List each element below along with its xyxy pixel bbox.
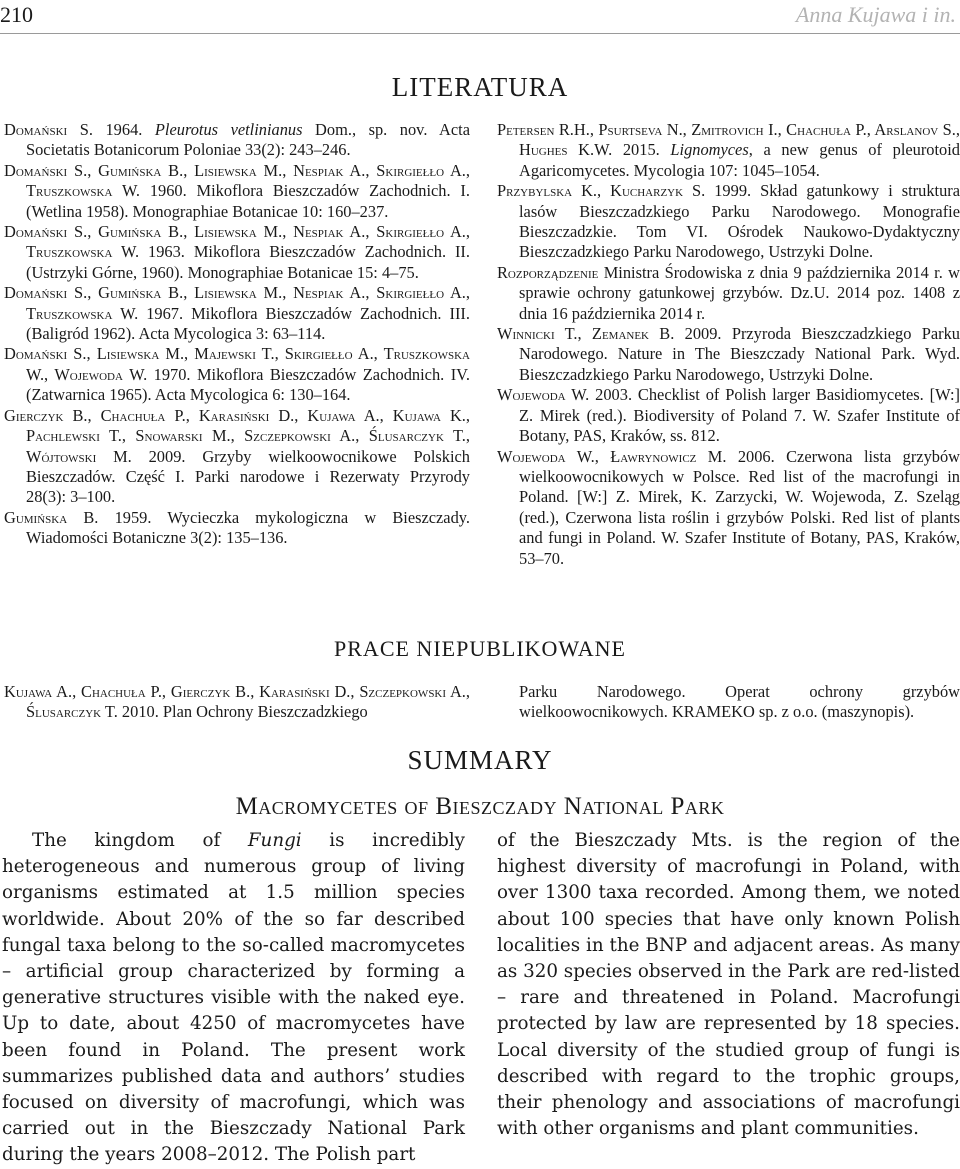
reference-italic-title: Lignomyces xyxy=(670,140,749,160)
references-left-column xyxy=(4,120,470,549)
reference-text: 1999. Skład gatunkowy i struktura lasów Bieszczadzkiego Parku Narodowego. Monografie Bieszczadzkie. Tom VI. Ośrodek Naukowo-Dydaktyczny Bieszczadzkiego Parku Narodowego, Ustrzyki Dolne. xyxy=(519,181,960,262)
reference-entry xyxy=(4,508,470,549)
reference-authors: Domański S., Gumińska B., Lisiewska M., Nespiak A., Skirgiełło A., Truszkowska W. xyxy=(4,222,470,262)
reference-text: Parku Narodowego. Operat ochrony grzybów wielkoowocnikowych. KRAMEKO sp. z o.o. (maszynopis). xyxy=(519,682,960,722)
reference-authors: Kujawa A., Chachuła P., Gierczyk B., Karasiński D., Szczepkowski A., Ślusarczyk T. xyxy=(4,682,470,722)
header-rule xyxy=(0,33,960,34)
reference-text: 1963. Mikoflora Bieszczadów Zachodnich. II. (Ustrzyki Górne, 1960). Monographiae Botanicae 15: 4–75. xyxy=(26,242,470,282)
section-title-unpublished: PRACE NIEPUBLIKOWANE xyxy=(334,636,626,661)
reference-text: Ministra Środowiska z dnia 9 października 2014 r. w sprawie ochrony gatunkowej grzybów. Dz.U. 2014 poz. 1408 z dnia 16 października 2014 r. xyxy=(519,262,960,323)
reference-authors: Gumińska B. xyxy=(4,507,99,527)
reference-authors: Petersen R.H., Psurtseva N., Zmitrovich I., Chachuła P., Arslanov S., Hughes K.W. xyxy=(497,120,960,160)
reference-authors: Domański S., Gumińska B., Lisiewska M., Nespiak A., Skirgiełło A., Truszkowska W. xyxy=(4,283,470,323)
reference-entry xyxy=(4,120,470,161)
reference-text: Dom., sp. nov. Acta Societatis Botanicorum Poloniae 33(2): 243–246. xyxy=(26,120,470,160)
reference-text: 1960. Mikoflora Bieszczadów Zachodnich. I. (Wetlina 1958). Monographiae Botanicae 10: 160–237. xyxy=(26,181,470,221)
summary-title: SUMMARY xyxy=(407,745,553,775)
reference-entry xyxy=(497,385,960,446)
summary-subtitle: Macromycetes of Bieszczady National Park xyxy=(235,793,725,820)
references-right-column xyxy=(497,120,960,569)
reference-authors: Winnicki T., Zemanek B. xyxy=(497,324,675,344)
reference-text: , a new genus of pleurotoid Agaricomycetes. Mycologia 107: 1045–1054. xyxy=(519,140,960,180)
reference-text: 2006. Czerwona lista grzybów wielkoowocnikowych w Polsce. Red list of the macrofungi in Poland. [W:] Z. Mirek, K. Zarzycki, W. Wojewoda, Z. Szeląg (red.), Czerwona lista roślin i grzybów Polski. Red list of plants and fungi in Poland. W. Szafer Institute of Botany, PAS, Kraków, 53–70. xyxy=(519,446,960,568)
page-number: 210 xyxy=(0,2,33,27)
reference-authors: Przybylska K., Kucharzyk S. xyxy=(497,181,706,201)
reference-entry xyxy=(4,406,470,508)
reference-entry xyxy=(4,222,470,283)
reference-authors: Wojewoda W., Ławrynowicz M. xyxy=(497,446,727,466)
summary-left-column xyxy=(2,828,465,1169)
reference-entry xyxy=(4,283,470,344)
reference-entry xyxy=(497,447,960,569)
reference-entry xyxy=(497,324,960,385)
reference-text: 2003. Checklist of Polish larger Basidiomycetes. [W:] Z. Mirek (red.). Biodiversity of Poland 7. W. Szafer Institute of Botany, PAS, Kraków, ss. 812. xyxy=(519,385,960,446)
reference-text: 1959. Wycieczka mykologiczna w Bieszczady. Wiadomości Botaniczne 3(2): 135–136. xyxy=(26,507,470,548)
summary-text: The kingdom of xyxy=(32,830,248,851)
section-title-literatura: LITERATURA xyxy=(391,72,569,102)
reference-text: 2015. xyxy=(612,140,671,160)
reference-text: 1964. xyxy=(92,120,155,139)
reference-text: 1970. Mikoflora Bieszczadów Zachodnich. IV. (Zatwarnica 1965). Acta Mycologica 6: 130–164. xyxy=(26,364,470,405)
unpublished-reference-start xyxy=(4,682,470,723)
reference-text: 2009. Przyroda Bieszczadzkiego Parku Narodowego. Nature in The Bieszczady National Park. Wyd. Bieszczadzkiego Parku Narodowego, Ustrzyki Dolne. xyxy=(519,324,960,384)
reference-authors: Wojewoda W. xyxy=(497,385,590,405)
reference-text: 2010. Plan Ochrony Bieszczadzkiego xyxy=(117,702,368,722)
summary-italic-term: Fungi xyxy=(247,830,302,851)
running-header: Anna Kujawa i in. xyxy=(795,2,956,27)
reference-authors: Domański S. xyxy=(4,120,93,139)
unpublished-reference-continuation xyxy=(497,682,960,723)
reference-authors: Domański S., Lisiewska M., Majewski T., Skirgiełło A., Truszkowska W., Wojewoda W. xyxy=(4,344,470,384)
reference-authors: Domański S., Gumińska B., Lisiewska M., Nespiak A., Skirgiełło A., Truszkowska W. xyxy=(4,160,470,201)
reference-entry xyxy=(4,161,470,222)
summary-text: is incredibly heterogeneous and numerous group of living organisms estimated at 1.5 million species worldwide. About 20% of the so far described fungal taxa belong to the so-called macromycetes – artificial group characterized by forming a generative structures visible with the naked eye. Up to date, about 4250 of macromycetes have been found in Poland. The present work summarizes published data and authors’ studies focused on diversity of macrofungi, which was carried out in the Bieszczady National Park during the years 2008–2012. The Polish part xyxy=(2,830,465,1166)
reference-entry xyxy=(497,181,960,263)
reference-entry xyxy=(497,263,960,324)
reference-authors: Gierczyk B., Chachuła P., Karasiński D., Kujawa A., Kujawa K., Pachlewski T., Snowarski M., Szczepkowski A., Ślusarczyk T., Wójtowski M. xyxy=(4,405,470,466)
summary-right-column: of the Bieszczady Mts. is the region of the highest diversity of macrofungi in Poland, with over 1300 taxa recorded. Among them, we noted about 100 species that have only known Polish localities in the BNP and adjacent areas. As many as 320 species observed in the Park are red-listed – rare and threatened in Poland. Macrofungi protected by law are represented by 18 species. Local diversity of the studied group of fungi is described with regard to the trophic groups, their phenology and associations of macrofungi with other organisms and plant communities. xyxy=(497,830,960,1140)
reference-italic-title: Pleurotus vetlinianus xyxy=(154,120,303,139)
reference-text: 1967. Mikoflora Bieszczadów Zachodnich. III. (Baligród 1962). Acta Mycologica 3: 63–114. xyxy=(26,303,470,344)
reference-entry xyxy=(4,344,470,405)
reference-authors: Rozporządzenie xyxy=(497,262,599,282)
reference-text: 2009. Grzyby wielkoowocnikowe Polskich Bieszczadów. Część I. Parki narodowe i Rezerwaty Przyrody 28(3): 3–100. xyxy=(26,446,470,507)
reference-entry xyxy=(497,120,960,181)
